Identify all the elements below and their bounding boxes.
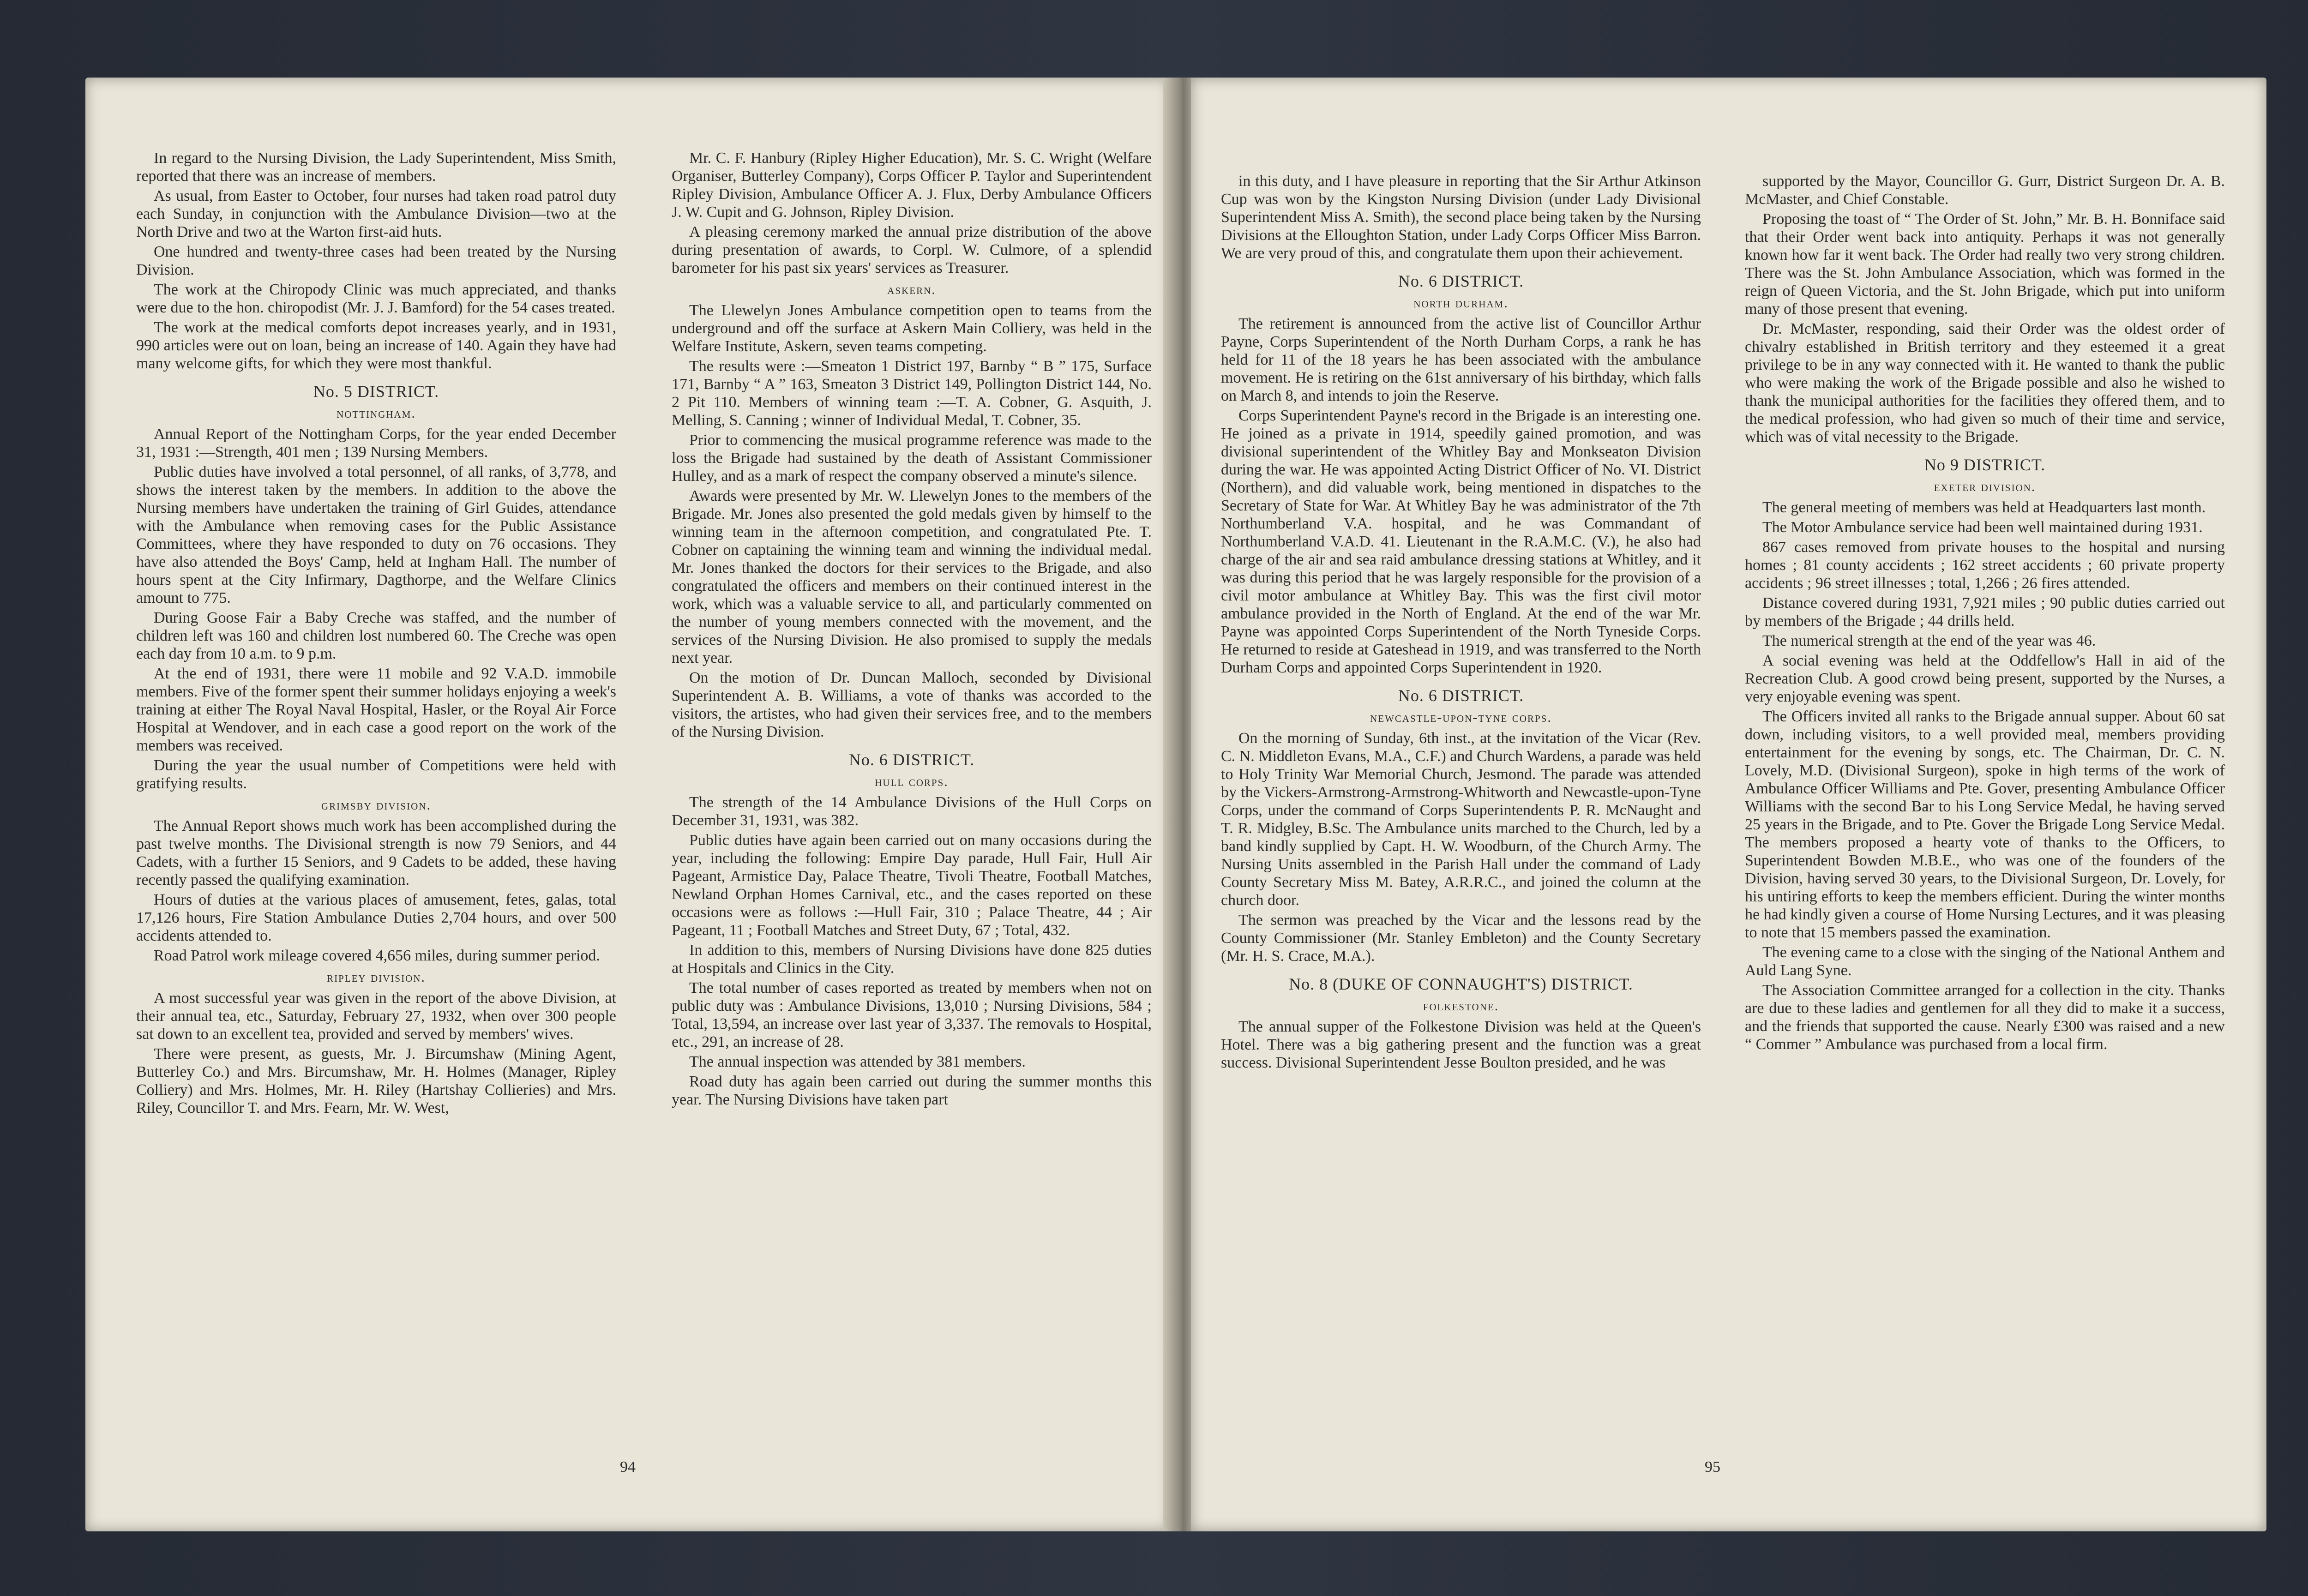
paragraph: A social evening was held at the Oddfellow's Hall in aid of the Recreation Club. A good crowd being present, supported by the Nurses, a very enjoyable evening was spent. (1745, 652, 2225, 705)
subsection-heading: askern. (887, 282, 936, 297)
paragraph: The annual supper of the Folkestone Division was held at the Queen's Hotel. There was a big gathering present and the function was a great success. Divisional Superintendent Jesse Boulton presided, and he was (1221, 1018, 1701, 1071)
section-heading: No. 6 DISTRICT. (1398, 686, 1524, 705)
paragraph: The evening came to a close with the singing of the National Anthem and Auld Lang Syne. (1745, 944, 2225, 979)
paragraph: The sermon was preached by the Vicar and the lessons read by the County Commissioner (Mr. Stanley Embleton) and the County Secretary (Mr. H. S. Crace, M.A.). (1221, 912, 1701, 965)
section-heading: No. 8 (DUKE OF CONNAUGHT'S) DISTRICT. (1289, 975, 1633, 993)
paragraph: The general meeting of members was held at Headquarters last month. (1762, 499, 2206, 516)
paragraph: supported by the Mayor, Councillor G. Gurr, District Surgeon Dr. A. B. McMaster, and Chief Constable. (1745, 173, 2225, 208)
page-number: 94 (620, 1458, 636, 1476)
paragraph: During Goose Fair a Baby Creche was staffed, and the number of children left was 160 and children lost numbered 60. The Creche was open each day from 10 a.m. to 9 p.m. (136, 609, 616, 662)
paragraph: Distance covered during 1931, 7,921 miles ; 90 public duties carried out by members of the Brigade ; 44 drills held. (1745, 594, 2225, 630)
right-page (1191, 78, 2266, 1531)
paragraph: A most successful year was given in the report of the above Division, at their annual tea, etc., Saturday, February 27, 1932, when over 300 people sat down to an excellent tea, provided and served by members' wives. (136, 990, 616, 1043)
paragraph: Road Patrol work mileage covered 4,656 miles, during summer period. (154, 947, 600, 964)
paragraph: In regard to the Nursing Division, the Lady Superintendent, Miss Smith, reported that there was an increase of members. (136, 150, 616, 185)
paragraph: The Officers invited all ranks to the Brigade annual supper. About 60 sat down, including visitors, to a well provided meal, members providing entertainment for the evening by songs, etc. The Chairman, Dr. C. N. Lovely, M.D. (Divisional Surgeon), spoke in high terms of the work of Ambulance Officer Williams and Pte. Gover, presenting Ambulance Officer Williams with the second Bar to his Long Service Medal, he having served 25 years in the Brigade, and to Pte. Gover the Brigade Long Service Medal. The members proposed a hearty vote of thanks to the Officers, to Superintendent Bowden M.B.E., who was one of the founders of the Division, having served 30 years, to the Divisional Surgeon, Dr. Lovely, for his untiring efforts to keep the members efficient. During the winter months he had kindly given a course of Home Nursing Lectures, and it was pleasing to note that 15 members passed the examination. (1745, 708, 2225, 941)
paragraph: Prior to commencing the musical programme reference was made to the loss the Brigade had sustained by the death of Assistant Commissioner Hulley, and as a mark of respect the company observed a minute's silence. (672, 432, 1152, 485)
paragraph: The annual inspection was attended by 381 members. (689, 1053, 1026, 1070)
paragraph: Hours of duties at the various places of amusement, fetes, galas, total 17,126 hours, Fire Station Ambulance Duties 2,704 hours, and over 500 accidents attended to. (136, 891, 616, 944)
paragraph: Public duties have again been carried out on many occasions during the year, including the following: Empire Day parade, Hull Fair, Hull Air Pageant, Armistice Day, Palace Theatre, Tivoli Theatre, Football Matches, Newland Orphan Homes Carnival, etc., and the cases reported on these occasions were as follows :—Hull Fair, 310 ; Palace Theatre, 44 ; Air Pageant, 11 ; Football Matches and Street Duty, 67 ; Total, 432. (672, 832, 1152, 939)
subsection-heading: folkestone. (1423, 998, 1499, 1014)
subsection-heading: newcastle-upon-tyne corps. (1370, 710, 1552, 725)
column-1 (136, 149, 616, 1119)
section-heading: No. 6 DISTRICT. (848, 750, 975, 769)
section-heading: No 9 DISTRICT. (1924, 456, 2046, 474)
paragraph: The Association Committee arranged for a collection in the city. Thanks are due to these ladies and gentlemen for all they did to make it a success, and the friends that supported the cause. Nearly £300 was raised and a new “ Commer ” Ambulance was purchased from a local firm. (1745, 982, 2225, 1053)
paragraph: The results were :—Smeaton 1 District 197, Barnby “ B ” 175, Surface 171, Barnby “ A ” 163, Smeaton 3 District 149, Pollington District 144, No. 2 Pit 110. Members of winning team :—T. A. Cobner, G. Asquith, J. Melling, S. Canning ; winner of Individual Medal, T. Cobner, 35. (672, 358, 1152, 429)
paragraph: Mr. C. F. Hanbury (Ripley Higher Education), Mr. S. C. Wright (Welfare Organiser, Butterley Company), Corps Officer P. Taylor and Superintendent Ripley Division, Ambulance Officer A. J. Flux, Derby Ambulance Officers J. W. Cupit and G. Johnson, Ripley Division. (672, 150, 1152, 221)
page-number: 95 (1705, 1458, 1720, 1476)
paragraph: Annual Report of the Nottingham Corps, for the year ended December 31, 1931 :—Strength, 401 men ; 139 Nursing Members. (136, 426, 616, 461)
section-heading: No. 6 DISTRICT. (1398, 272, 1524, 290)
paragraph: The strength of the 14 Ambulance Divisions of the Hull Corps on December 31, 1931, was 382. (672, 794, 1152, 829)
column-3 (1221, 172, 1701, 1074)
subsection-heading: ripley division. (327, 970, 426, 985)
paragraph: in this duty, and I have pleasure in reporting that the Sir Arthur Atkinson Cup was won by the Kingston Nursing Division (under Lady Divisional Superintendent Miss A. Smith), the second place being taken by the Nursing Divisions at the Elloughton Station, under Lady Corps Officer Miss Barron. We are very proud of this, and congratulate them upon their achievement. (1221, 173, 1701, 262)
paragraph: The Annual Report shows much work has been accomplished during the past twelve months. The Divisional strength is now 79 Seniors, and 44 Cadets, with a further 15 Seniors, and 9 Cadets to be added, these having recently passed the qualifying examination. (136, 817, 616, 888)
paragraph: Public duties have involved a total personnel, of all ranks, of 3,778, and shows the interest taken by the members. In addition to the above the Nursing members have undertaken the training of Girl Guides, attendance with the Ambulance when removing cases for the Public Assistance Committees, where they have responded to duty on 76 occasions. They have also attended the Boys' Camp, held at Ingham Hall. The number of hours spent at the City Infirmary, Dagthorpe, and the Welfare Clinics amount to 775. (136, 463, 616, 606)
paragraph: Road duty has again been carried out during the summer months this year. The Nursing Divisions have taken part (672, 1073, 1152, 1108)
paragraph: The Motor Ambulance service had been well maintained during 1931. (1762, 519, 2203, 536)
paragraph: Awards were presented by Mr. W. Llewelyn Jones to the members of the Brigade. Mr. Jones also presented the gold medals given by himself to the winning team in the afternoon competition, and congratulated Pte. T. Cobner on captaining the winning team and winning the individual medal. Mr. Jones thanked the doctors for their services to the Brigade, and also congratulated the officers and members on their continued interest in the work, which was a valuable service to all, and particularly commented on the number of young members connected with the movement, and the services of the Nursing Division. He also promised to supply the medals next year. (672, 487, 1152, 666)
paragraph: The work at the Chiropody Clinic was much appreciated, and thanks were due to the hon. chiropodist (Mr. J. J. Bamford) for the 54 cases treated. (136, 281, 616, 316)
paragraph: On the morning of Sunday, 6th inst., at the invitation of the Vicar (Rev. C. N. Middleton Evans, M.A., C.F.) and Church Wardens, a parade was held to Holy Trinity War Memorial Church, Jesmond. The parade was attended by the Vickers-Armstrong-Armstrong-Whitworth and Newcastle-upon-Tyne Corps, under the command of Corps Superintendents P. R. McNaught and T. R. Midgley, B.Sc. The Ambulance units marched to the Church, led by a band kindly supplied by Capt. H. W. Woodburn, of the Church Army. The Nursing Units assembled in the Parish Hall under the command of Lady County Secretary Miss M. Batey, A.R.R.C., and joined the column at the church door. (1221, 730, 1701, 909)
subsection-heading: north durham. (1413, 295, 1509, 311)
paragraph: In addition to this, members of Nursing Divisions have done 825 duties at Hospitals and Clinics in the City. (672, 942, 1152, 977)
paragraph: One hundred and twenty-three cases had been treated by the Nursing Division. (136, 243, 616, 278)
paragraph: The Llewelyn Jones Ambulance competition open to teams from the underground and off the surface at Askern Main Colliery, was held in the Welfare Institute, Askern, seven teams competing. (672, 302, 1152, 355)
subsection-heading: nottingham. (337, 406, 416, 421)
paragraph: The numerical strength at the end of the year was 46. (1762, 632, 2096, 649)
paragraph: 867 cases removed from private houses to the hospital and nursing homes ; 81 county accidents ; 162 street accidents ; 60 private property accidents ; 96 street illnesses ; total, 1,266 ; 26 fires attended. (1745, 539, 2225, 592)
subsection-heading: exeter division. (1934, 479, 2036, 494)
paragraph: Corps Superintendent Payne's record in the Brigade is an interesting one. He joined as a private in 1914, speedily gained promotion, and was divisional superintendent of the Whitley Bay and Monkseaton Division during the war. He was appointed Acting District Officer of No. VI. District (Northern), and did valuable work, being mentioned in dispatches to the Secretary of State for War. At Whitley Bay he was administrator of the 7th Northumberland V.A. hospital, and he was Commandant of Northumberland V.A.D. 41. Lieutenant in the R.A.M.C. (V.), he also had charge of the air and sea raid ambulance dressing stations at Whitley, and it was during this period that he was largely responsible for the provision of a civil motor ambulance at Whitley Bay. This was the first civil motor ambulance provided in the North of England. At the end of the war Mr. Payne was appointed Corps Superintendent of the North Tyneside Corps. He returned to reside at Gateshead in 1919, and was transferred to the North Durham Corps and appointed Corps Superintendent in 1920. (1221, 407, 1701, 676)
section-heading: No. 5 DISTRICT. (313, 382, 439, 401)
paragraph: Proposing the toast of “ The Order of St. John,” Mr. B. H. Bonniface said that their Order went back into antiquity. Perhaps it was not generally known how far it went back. The Order had really two very strong children. There was the St. John Ambulance Association, which was formed in the reign of Queen Victoria, and the St. John Brigade, which put into uniform many of those present that evening. (1745, 210, 2225, 318)
subsection-heading: hull corps. (875, 774, 949, 789)
paragraph: The total number of cases reported as treated by members when not on public duty was : Ambulance Divisions, 13,010 ; Nursing Divisions, 584 ; Total, 13,594, an increase over last year of 3,337. The removals to Hospital, etc., 291, an increase of 28. (672, 979, 1152, 1050)
paragraph: A pleasing ceremony marked the annual prize distribution of the above during presentation of awards, to Corpl. W. Culmore, of a splendid barometer for his past six years' services as Treasurer. (672, 223, 1152, 276)
column-2 (672, 149, 1152, 1110)
paragraph: On the motion of Dr. Duncan Malloch, seconded by Divisional Superintendent A. B. Williams, a vote of thanks was accorded to the visitors, the artistes, who had given their services free, and to the members of the Nursing Division. (672, 669, 1152, 740)
paragraph: During the year the usual number of Competitions were held with gratifying results. (136, 757, 616, 792)
paragraph: As usual, from Easter to October, four nurses had taken road patrol duty each Sunday, in conjunction with the Ambulance Division—two at the North Drive and two at the Warton first-aid huts. (136, 187, 616, 240)
paragraph: Dr. McMaster, responding, said their Order was the oldest order of chivalry established in British territory and they esteemed it a great privilege to be in any way connected with it. He wanted to thank the public who were making the work of the Brigade possible and also he wished to thank the municipal authorities for the facilities they offered them, and to the medical profession, who had given so much of their time and service, which was of vital necessity to the Brigade. (1745, 320, 2225, 445)
paragraph: There were present, as guests, Mr. J. Bircumshaw (Mining Agent, Butterley Co.) and Mrs. Bircumshaw, Mr. H. Holmes (Manager, Ripley Colliery) and Mrs. Holmes, Mr. H. Riley (Hartshay Collieries) and Mrs. Riley, Councillor T. and Mrs. Fearn, Mr. W. West, (136, 1045, 616, 1116)
column-4 (1745, 172, 2225, 1055)
paragraph: The work at the medical comforts depot increases yearly, and in 1931, 990 articles were out on loan, being an increase of 140. Again they have had many welcome gifts, for which they were most thankful. (136, 319, 616, 372)
left-page (85, 78, 1170, 1531)
paragraph: The retirement is announced from the active list of Councillor Arthur Payne, Corps Superintendent of the North Durham Corps, a rank he has held for 11 of the 18 years he has been associated with the ambulance movement. He is retiring on the 61st anniversary of his birthday, which falls on March 8, and intends to join the Reserve. (1221, 315, 1701, 404)
paragraph: At the end of 1931, there were 11 mobile and 92 V.A.D. immobile members. Five of the former spent their summer holidays enjoying a week's training at either The Royal Naval Hospital, Hasler, or the Royal Air Force Hospital at Wendover, and in each case a good report on the work of the members was received. (136, 665, 616, 754)
subsection-heading: grimsby division. (321, 798, 431, 813)
